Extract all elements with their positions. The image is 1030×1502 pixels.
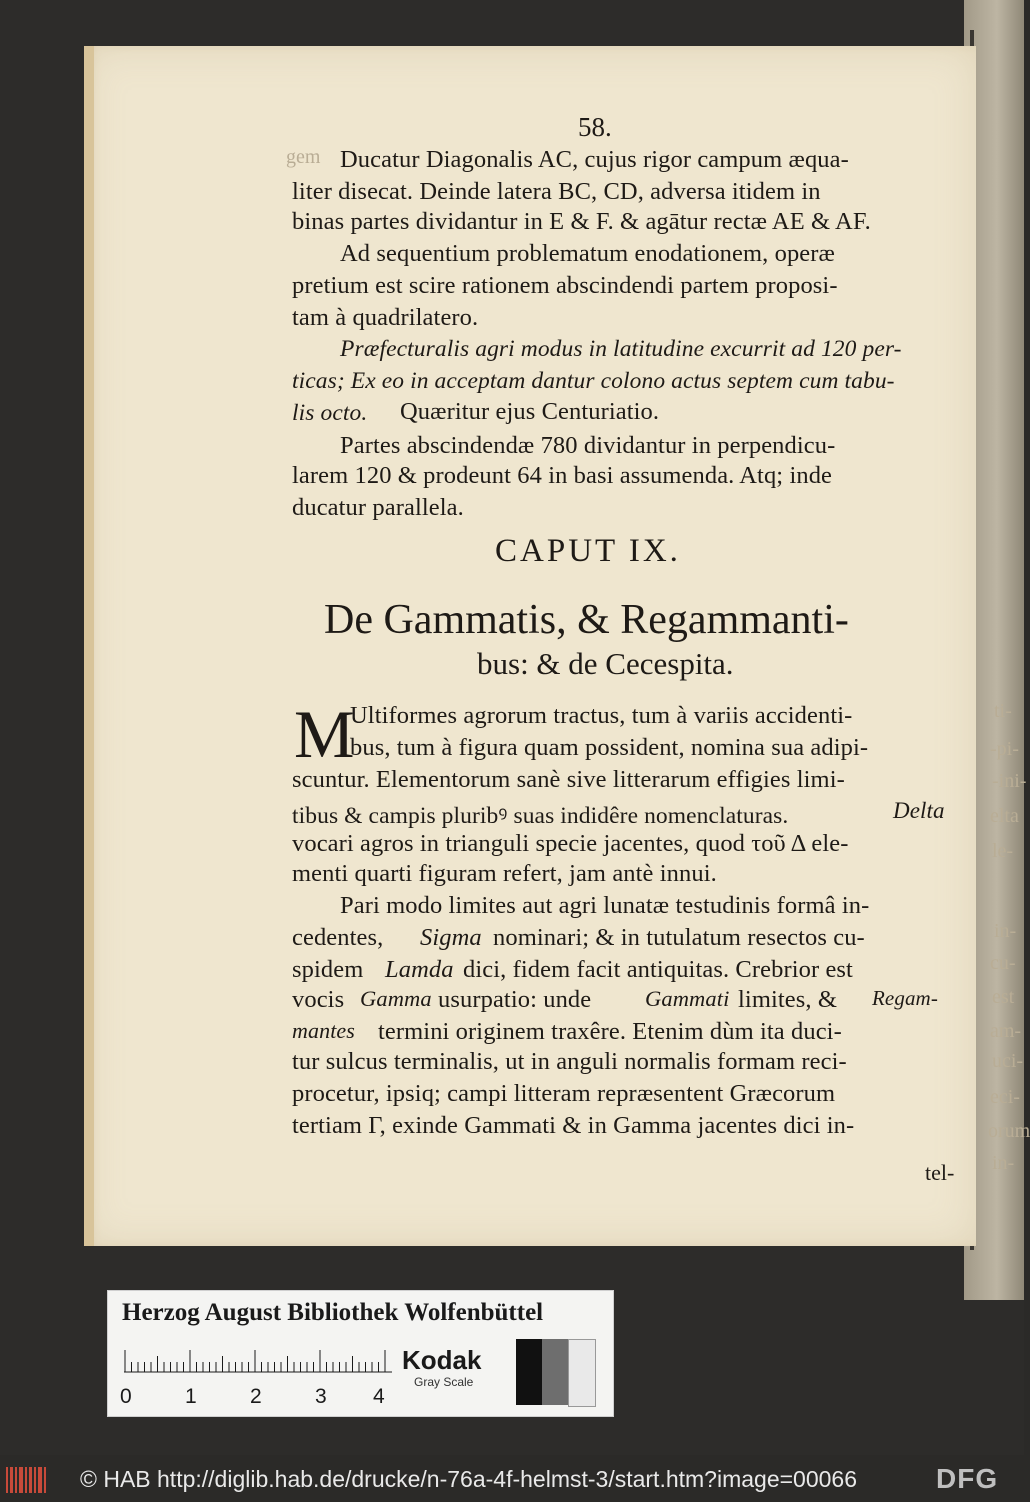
drop-capital: M <box>294 696 355 772</box>
body-line-10a: vocis <box>292 986 345 1013</box>
ruler-number: 2 <box>250 1385 262 1408</box>
body-line-6: menti quarti figuram refert, jam antè innui. <box>292 860 717 887</box>
body-line-11: termini originem traxêre. Etenim dùm ita duci- <box>378 1018 842 1045</box>
dfg-logo: DFG <box>936 1463 999 1494</box>
body-line-1: Ultiformes agrorum tractus, tum à variis accidenti- <box>350 702 853 729</box>
text-line-11: larem 120 & prodeunt 64 in basi assumenda. Atq; inde <box>292 462 833 489</box>
body-line-8a: cedentes, <box>292 924 384 951</box>
body-line-13: procetur, ipsiq; campi litteram repræsentent Græcorum <box>292 1080 836 1107</box>
gray-scale-caption: Gray Scale <box>414 1375 474 1389</box>
problem-line-1: Præfecturalis agri modus in latitudine excurrit ad 120 per- <box>340 336 902 362</box>
viewer-footer <box>0 1455 1024 1502</box>
library-calibration-label <box>107 1290 614 1417</box>
body-line-10b: usurpatio: unde <box>438 986 592 1013</box>
ruler-number: 3 <box>315 1385 327 1408</box>
show-through-text: uci- <box>992 1050 1024 1072</box>
gray-swatch-mid <box>542 1339 568 1405</box>
body-line-9a: spidem <box>292 956 364 983</box>
show-through-text: am- <box>990 1020 1022 1042</box>
ruler-number: 0 <box>120 1385 132 1408</box>
text-line-3: binas partes dividantur in E & F. & agātur rectæ AE & AF. <box>292 208 871 235</box>
institution-name: Herzog August Bibliothek Wolfenbüttel <box>122 1299 544 1326</box>
show-through-text: eci- <box>990 1086 1020 1108</box>
show-through-text: elta <box>990 805 1019 827</box>
show-through-text: ti- <box>994 700 1012 722</box>
chapter-title-line-2: bus: & de Cecespita. <box>477 646 734 681</box>
show-through-text: cu- <box>990 952 1016 974</box>
body-term-sigma: Sigma <box>420 924 482 951</box>
text-line-2: liter disecat. Deinde latera BC, CD, adversa itidem in <box>292 178 821 205</box>
body-term-gamma: Gamma <box>360 986 432 1011</box>
page-gutter-edge <box>84 46 94 1246</box>
text-line-5: pretium est scire rationem abscindendi partem proposi- <box>292 272 838 299</box>
show-through-text: in- <box>994 920 1017 942</box>
ruler-number: 4 <box>373 1385 385 1408</box>
body-line-9b: dici, fidem facit antiquitas. Crebrior est <box>463 956 853 983</box>
body-term-regam: Regam- <box>872 986 938 1010</box>
chapter-title-line-1: De Gammatis, & Regammanti- <box>324 597 849 643</box>
body-line-14: tertiam Γ, exinde Gammati & in Gamma jacentes dici in- <box>292 1112 855 1139</box>
body-line-7: Pari modo limites aut agri lunatæ testudinis formâ in- <box>340 892 870 919</box>
gray-swatch-white <box>568 1339 596 1407</box>
problem-line-3: lis octo. <box>292 400 368 426</box>
text-line-4: Ad sequentium problematum enodationem, operæ <box>340 240 835 267</box>
show-through-text: le- <box>992 840 1014 862</box>
body-term-gammati: Gammati <box>645 986 730 1011</box>
text-line-10: Partes abscindendæ 780 dividantur in perpendicu- <box>340 432 836 459</box>
body-line-4: tibus & campis pluribꝰ suas indidêre nomenclaturas. <box>292 803 789 829</box>
show-through-text: -pi- <box>990 738 1019 760</box>
text-line-12: ducatur parallela. <box>292 494 464 521</box>
body-line-10c: limites, & <box>738 986 837 1013</box>
show-through-text: in- <box>992 1152 1015 1174</box>
chapter-heading: CAPUT IX. <box>495 533 681 569</box>
ruler-number: 1 <box>185 1385 197 1408</box>
body-line-2: bus, tum à figura quam possident, nomina sua adipi- <box>350 734 869 761</box>
body-line-12: tur sulcus terminalis, ut in anguli normalis formam reci- <box>292 1048 847 1075</box>
copyright-link[interactable]: © HAB http://diglib.hab.de/drucke/n-76a-4f-helmst-3/start.htm?image=00066 <box>80 1466 858 1492</box>
catchword: tel- <box>925 1160 955 1185</box>
kodak-logo: Kodak <box>402 1345 482 1375</box>
text-line-1: Ducatur Diagonalis AC, cujus rigor campum æqua- <box>340 146 849 173</box>
problem-question: Quæritur ejus Centuriatio. <box>400 398 660 425</box>
body-term-delta: Delta <box>893 798 945 823</box>
gray-swatch-black <box>516 1339 542 1405</box>
body-line-8b: nominari; & in tutulatum resectos cu- <box>493 924 865 951</box>
barcode-icon <box>6 1467 48 1493</box>
ruler-scale <box>124 1349 392 1373</box>
body-line-3: scuntur. Elementorum sanè sive litterarum effigies limi- <box>292 766 845 793</box>
body-line-5: vocari agros in trianguli specie jacentes, quod τοῦ Δ ele- <box>292 830 849 857</box>
body-term-lamda: Lamda <box>385 956 454 983</box>
show-through-text: -ini- <box>992 770 1027 792</box>
page-number: 58. <box>578 112 612 142</box>
show-through-text: est <box>992 986 1015 1008</box>
show-through-text: orum <box>988 1120 1030 1142</box>
show-through-text: gem <box>286 146 321 168</box>
problem-line-2: ticas; Ex eo in acceptam dantur colono actus septem cum tabu- <box>292 368 895 394</box>
body-term-mantes: mantes <box>292 1018 355 1043</box>
text-line-6: tam à quadrilatero. <box>292 304 479 331</box>
